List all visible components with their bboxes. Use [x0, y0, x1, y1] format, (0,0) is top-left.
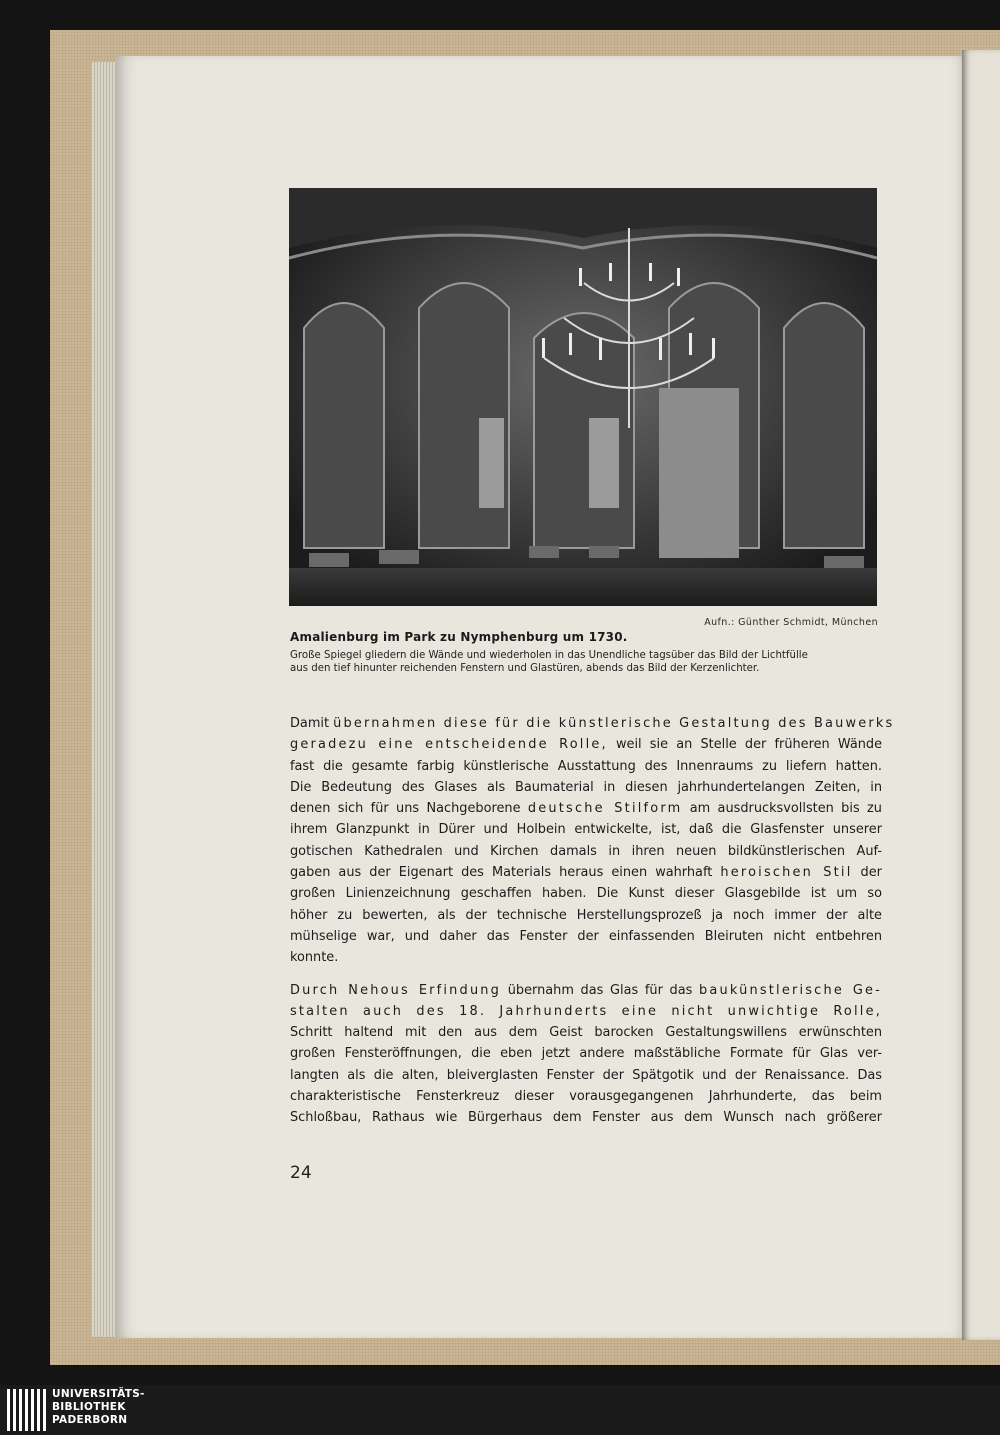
text-line	[290, 713, 895, 734]
text-line	[290, 883, 882, 904]
caption-title: Amalienburg im Park zu Nymphenburg um 1730.	[290, 630, 628, 644]
text-line	[290, 980, 882, 1001]
text-segment: am ausdrucksvollsten bis zu	[682, 801, 882, 817]
library-logo-icon	[7, 1389, 47, 1431]
caption-text	[290, 649, 880, 675]
caption-line: Große Spiegel gliedern die Wände und wiederholen in das Unendliche tagsüber das Bild der Lichtfülle	[290, 650, 808, 661]
text-line	[290, 841, 882, 862]
spaced-emphasis: übernahmen diese für die künstlerische Gestaltung des Bauwerks	[333, 716, 895, 731]
photo-illustration	[289, 188, 877, 606]
paragraph-1	[290, 713, 895, 969]
text-segment: ihrem Glanzpunkt in Dürer und Holbein entwickelte, ist, daß die Glasfenster unserer	[290, 822, 882, 838]
text-line	[290, 756, 882, 777]
facing-page-edge	[962, 50, 1000, 1340]
paragraph-2	[290, 980, 882, 1129]
body-text	[290, 713, 895, 1129]
text-line	[290, 1086, 882, 1107]
text-segment: weil sie an Stelle der früheren Wände	[607, 737, 883, 753]
photo-credit: Aufn.: Günther Schmidt, München	[704, 617, 878, 628]
text-segment: langten als die alten, bleiverglasten Fenster der Spätgotik und der Renaissance. Das	[290, 1067, 882, 1083]
text-line	[290, 798, 882, 819]
spaced-emphasis: deutsche Stilform	[527, 801, 683, 817]
logo-line: BIBLIOTHEK	[52, 1401, 126, 1413]
text-segment: denen sich für uns Nachgeborene	[290, 801, 528, 817]
text-line	[290, 862, 882, 883]
logo-line: PADERBORN	[52, 1414, 128, 1426]
footer-bar	[0, 1385, 1000, 1435]
text-line	[290, 734, 882, 755]
text-segment: gotischen Kathedralen und Kirchen damals in ihren neuen bildkünstlerischen Auf-	[290, 843, 882, 859]
text-segment: Schloßbau, Rathaus wie Bürgerhaus dem Fenster aus dem Wunsch nach größerer	[290, 1110, 882, 1126]
text-segment: gaben aus der Eigenart des Materials heraus einen wahrhaft	[290, 865, 721, 881]
text-line	[290, 819, 882, 840]
page-number: 24	[290, 1163, 312, 1183]
library-logo-text	[52, 1388, 145, 1427]
text-line	[290, 1065, 882, 1086]
text-line	[290, 1001, 882, 1022]
text-segment: fast die gesamte farbig künstlerische Ausstattung des Innenraums zu liefern hatten.	[290, 758, 882, 774]
logo-line: UNIVERSITÄTS-	[52, 1388, 145, 1400]
caption-line: aus den tief hinunter reichenden Fenstern und Glastüren, abends das Bild der Kerzenlichter.	[290, 663, 760, 674]
text-line	[290, 947, 882, 968]
text-segment: der	[852, 865, 882, 881]
text-line	[290, 1022, 882, 1043]
text-segment: höher zu bewerten, als der technische Herstellungsprozeß ja noch immer der alte	[290, 907, 882, 923]
text-line	[290, 777, 882, 798]
text-segment: mühselige war, und daher das Fenster der einfassenden Bleiruten nicht entbehren	[290, 928, 882, 944]
spaced-emphasis: stalten auch des 18. Jahrhunderts eine nicht unwichtige Rolle,	[290, 1003, 882, 1019]
text-segment: Die Bedeutung des Glases als Baumaterial in diesen jahrhundertelangen Zeiten, in	[290, 779, 882, 795]
text-segment: Schritt haltend mit den aus dem Geist barocken Gestaltungswillens erwünschten	[290, 1025, 882, 1041]
text-line	[290, 905, 882, 926]
text-segment: Damit	[290, 716, 334, 731]
text-line	[290, 1043, 882, 1064]
spaced-emphasis: baukünstlerische Ge-	[699, 982, 882, 998]
text-segment: charakteristische Fensterkreuz dieser vorausgegangenen Jahrhunderte, das beim	[290, 1089, 882, 1105]
text-segment: konnte.	[290, 950, 339, 966]
text-segment: großen Linienzeichnung geschaffen haben. Die Kunst dieser Glasgebilde ist um so	[290, 886, 882, 902]
spaced-emphasis: geradezu eine entscheidende Rolle,	[290, 737, 608, 753]
spaced-emphasis: Durch Nehous Erfindung	[290, 982, 502, 998]
text-segment: übernahm das Glas für das	[501, 982, 700, 998]
photo-amalienburg-hall	[289, 188, 877, 606]
text-line	[290, 1107, 882, 1128]
text-segment: großen Fensteröffnungen, die eben jetzt andere maßstäbliche Formate für Glas ver-	[290, 1046, 882, 1062]
text-line	[290, 926, 882, 947]
spaced-emphasis: heroischen Stil	[720, 865, 853, 881]
